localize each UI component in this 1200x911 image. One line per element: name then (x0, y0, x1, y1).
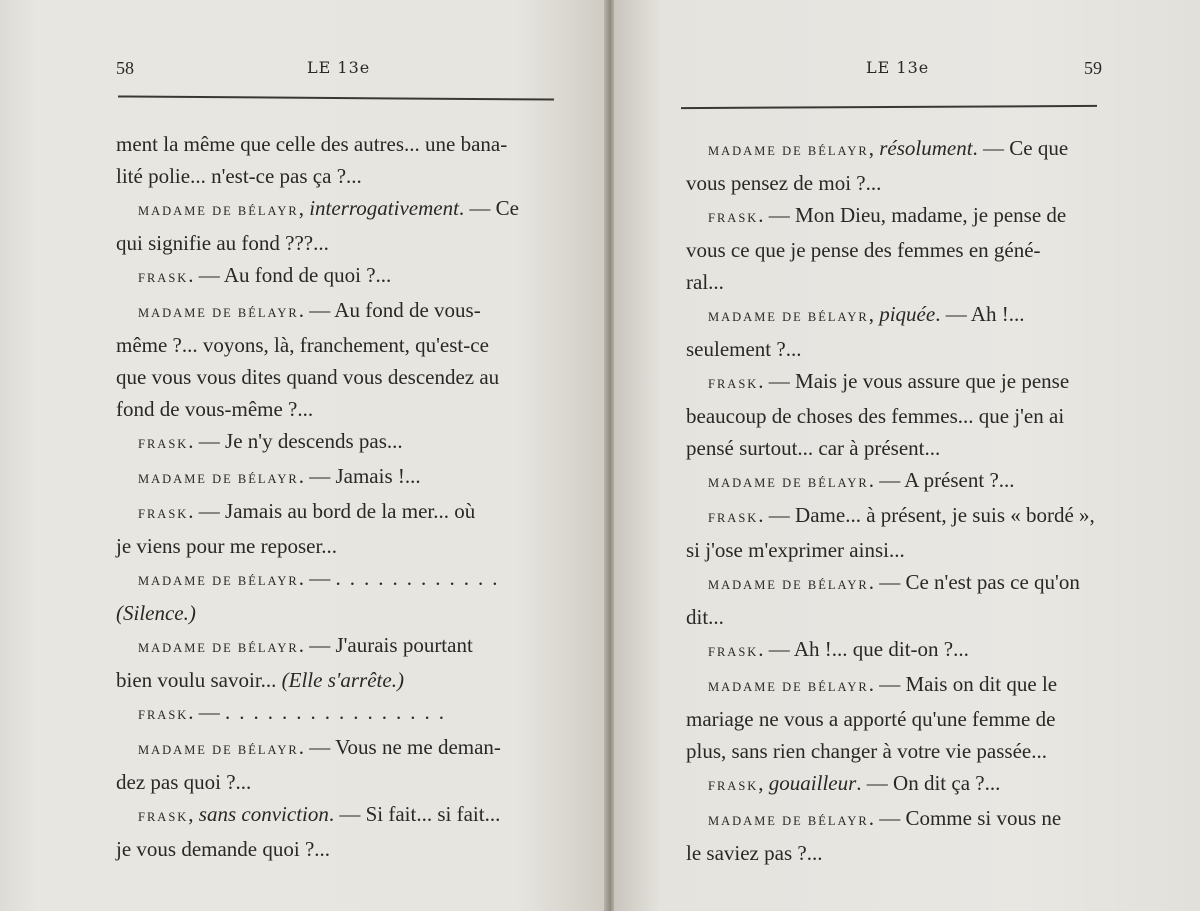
speaker-name: FRASK (138, 507, 189, 521)
stage-direction: (Elle s'arrête.) (281, 668, 404, 692)
text-line (116, 629, 552, 664)
text-line (116, 833, 552, 865)
line-text: , (188, 802, 199, 826)
stage-direction: gouailleur (768, 771, 857, 795)
line-text: vous pensez de moi ?... (686, 171, 882, 195)
line-text: . — (298, 566, 336, 590)
line-text: ................ (225, 700, 454, 724)
text-line (686, 802, 1110, 837)
line-text: pensé surtout... car à présent... (686, 436, 941, 460)
text-line (116, 227, 552, 259)
text-line (116, 294, 552, 329)
line-text: . — Dame... à présent, je suis « bordé », (758, 503, 1095, 527)
line-text: . — Mais on dit que le (868, 672, 1058, 696)
text-line (686, 735, 1110, 767)
speaker-name: MADAME DE BÉLAYR (138, 204, 299, 218)
text-line (116, 696, 552, 731)
speaker-name: MADAME DE BÉLAYR (138, 641, 299, 655)
text-line (686, 499, 1110, 534)
text-line (116, 128, 552, 160)
text-line (686, 234, 1110, 266)
text-line (116, 329, 552, 361)
line-text: ral... (686, 270, 724, 294)
text-line (686, 132, 1110, 167)
line-text: . — Ce que (972, 136, 1069, 160)
text-line (116, 731, 552, 766)
line-text: . — Ce n'est pas ce qu'on (868, 570, 1080, 594)
line-text: plus, sans rien changer à votre vie passée... (686, 739, 1047, 763)
line-text: . — Jamais !... (298, 464, 421, 488)
speaker-name: MADAME DE BÉLAYR (138, 306, 299, 320)
speaker-name: FRASK (708, 211, 759, 225)
right-page (614, 0, 1200, 911)
text-line (116, 562, 552, 597)
line-text: . — Si fait... si fait... (328, 802, 501, 826)
speaker-name: MADAME DE BÉLAYR (138, 472, 299, 486)
text-line (116, 597, 552, 629)
left-running-head: LE 13e (307, 58, 371, 77)
speaker-name: FRASK (708, 377, 759, 391)
speaker-name: MADAME DE BÉLAYR (138, 743, 299, 757)
stage-direction: résolument (879, 136, 973, 160)
line-text: . — Mais je vous assure que je pense (758, 369, 1070, 393)
left-page-number: 58 (116, 58, 134, 78)
text-line (116, 425, 552, 460)
stage-direction: piquée (879, 302, 936, 326)
text-line (686, 464, 1110, 499)
right-page-text (686, 132, 1110, 869)
text-line (686, 432, 1110, 464)
line-text: bien voulu savoir... (116, 668, 282, 692)
text-line (686, 566, 1110, 601)
text-line (116, 798, 552, 833)
text-line (686, 365, 1110, 400)
line-text: . — Ce (458, 196, 519, 220)
text-line (686, 703, 1110, 735)
text-line (686, 633, 1110, 668)
text-line (116, 361, 552, 393)
text-line (116, 495, 552, 530)
line-text: je vous demande quoi ?... (116, 837, 331, 861)
line-text: ment la même que celle des autres... une bana- (116, 132, 508, 156)
line-text: ............ (335, 566, 507, 590)
speaker-name: MADAME DE BÉLAYR (708, 578, 869, 592)
speaker-name: MADAME DE BÉLAYR (708, 144, 869, 158)
line-text: . — Je n'y descends pas... (188, 429, 403, 453)
line-text: , (298, 196, 310, 220)
line-text: . — A présent ?... (868, 468, 1015, 492)
line-text: que vous vous dites quand vous descendez au (116, 365, 500, 389)
right-running-head: LE 13e (866, 58, 930, 77)
speaker-name: FRASK (708, 779, 759, 793)
speaker-name: FRASK (138, 708, 189, 722)
line-text: si j'ose m'exprimer ainsi... (686, 538, 905, 562)
right-page-number: 59 (1084, 58, 1102, 78)
line-text: fond de vous-même ?... (116, 397, 314, 421)
line-text: je viens pour me reposer... (116, 534, 338, 558)
stage-direction: sans conviction (198, 802, 329, 826)
text-line (116, 160, 552, 192)
line-text: qui signifie au fond ???... (116, 231, 329, 255)
line-text: . — Vous ne me deman- (298, 735, 501, 759)
line-text: beaucoup de choses des femmes... que j'en ai (686, 404, 1065, 428)
line-text: , (868, 136, 880, 160)
speaker-name: MADAME DE BÉLAYR (708, 310, 869, 324)
line-text: , (758, 771, 769, 795)
line-text: . — On dit ça ?... (856, 771, 1001, 795)
text-line (116, 766, 552, 798)
speaker-name: FRASK (708, 511, 759, 525)
line-text: , (868, 302, 880, 326)
text-line (686, 601, 1110, 633)
line-text: lité polie... n'est-ce pas ça ?... (116, 164, 362, 188)
text-line (116, 530, 552, 562)
text-line (686, 266, 1110, 298)
text-line (116, 460, 552, 495)
speaker-name: FRASK (138, 271, 189, 285)
text-line (116, 259, 552, 294)
speaker-name: FRASK (138, 810, 189, 824)
left-header-rule (118, 95, 554, 100)
speaker-name: MADAME DE BÉLAYR (708, 680, 869, 694)
text-line (686, 333, 1110, 365)
text-line (116, 393, 552, 425)
line-text: même ?... voyons, là, franchement, qu'est-ce (116, 333, 489, 357)
speaker-name: FRASK (138, 437, 189, 451)
line-text: . — Ah !... (935, 302, 1025, 326)
text-line (686, 668, 1110, 703)
line-text: dez pas quoi ?... (116, 770, 252, 794)
line-text: le saviez pas ?... (686, 841, 823, 865)
text-line (116, 664, 552, 696)
text-line (686, 298, 1110, 333)
right-header-rule (681, 105, 1097, 109)
left-page-text (116, 128, 552, 865)
line-text: . — (188, 700, 226, 724)
text-line (686, 837, 1110, 869)
text-line (686, 534, 1110, 566)
speaker-name: MADAME DE BÉLAYR (138, 574, 299, 588)
line-text: . — Au fond de vous- (298, 298, 481, 322)
text-line (686, 767, 1110, 802)
text-line (116, 192, 552, 227)
line-text: seulement ?... (686, 337, 802, 361)
stage-direction: (Silence.) (116, 601, 196, 625)
speaker-name: MADAME DE BÉLAYR (708, 814, 869, 828)
speaker-name: MADAME DE BÉLAYR (708, 476, 869, 490)
line-text: . — J'aurais pourtant (298, 633, 473, 657)
line-text: . — Mon Dieu, madame, je pense de (758, 203, 1067, 227)
text-line (686, 199, 1110, 234)
line-text: . — Comme si vous ne (868, 806, 1062, 830)
line-text: mariage ne vous a apporté qu'une femme de (686, 707, 1056, 731)
text-line (686, 167, 1110, 199)
line-text: . — Au fond de quoi ?... (188, 263, 392, 287)
line-text: vous ce que je pense des femmes en géné- (686, 238, 1041, 262)
stage-direction: interrogativement (309, 196, 459, 220)
line-text: . — Ah !... que dit-on ?... (758, 637, 969, 661)
speaker-name: FRASK (708, 645, 759, 659)
line-text: . — Jamais au bord de la mer... où (188, 499, 476, 523)
line-text: dit... (686, 605, 724, 629)
text-line (686, 400, 1110, 432)
